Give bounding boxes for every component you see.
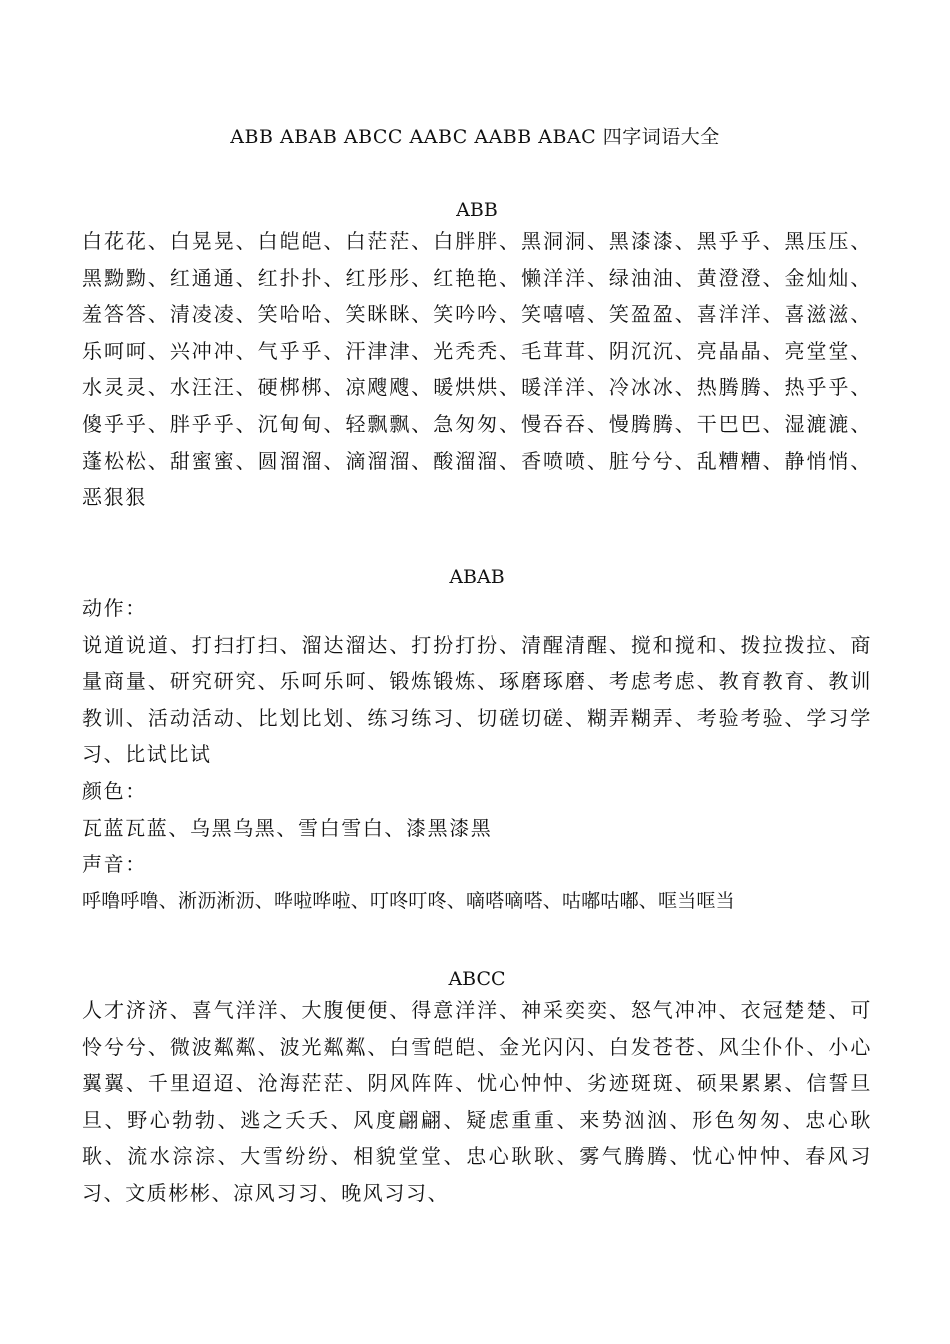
- section-abb: [82, 197, 872, 516]
- abab-sound-label: 声音：: [82, 852, 147, 877]
- abab-color-label: 颜色：: [82, 778, 147, 803]
- abab-color-words: 瓦蓝瓦蓝、乌黑乌黑、雪白雪白、漆黑漆黑: [82, 815, 493, 840]
- abab-action-label: 动作：: [82, 596, 147, 620]
- section-heading-abab: ABAB: [449, 566, 505, 588]
- document-title: ABB ABAB ABCC AABC AABB ABAC 四字词语大全: [230, 126, 720, 148]
- section-heading-abb: ABB: [456, 199, 498, 221]
- abcc-word-list: 人才济济、喜气洋洋、大腹便便、得意洋洋、神采奕奕、怒气冲冲、衣冠楚楚、可怜兮兮、微波粼粼、波光粼粼、白雪皑皑、金光闪闪、白发苍苍、风尘仆仆、小心翼翼、千里迢迢、沧海茫茫、阴风阵阵、忧心忡忡、劣迹斑斑、硕果累累、信誓旦旦、野心勃勃、逃之夭夭、风度翩翩、疑虑重重、来势汹汹、形色匆匆、忠心耿耿、流水淙淙、大雪纷纷、相貌堂堂、忠心耿耿、雾气腾腾、忧心忡忡、春风习习、文质彬彬、凉风习习、晚风习习、: [82, 998, 872, 1205]
- section-heading-abcc: ABCC: [448, 968, 506, 990]
- abb-word-list: 白花花、白晃晃、白皑皑、白茫茫、白胖胖、黑洞洞、黑漆漆、黑乎乎、黑压压、黑黝黝、红通通、红扑扑、红彤彤、红艳艳、懒洋洋、绿油油、黄澄澄、金灿灿、羞答答、清凌凌、笑哈哈、笑眯眯、笑吟吟、笑嘻嘻、笑盈盈、喜洋洋、喜滋滋、乐呵呵、兴冲冲、气乎乎、汗津津、光秃秃、毛茸茸、阴沉沉、亮晶晶、亮堂堂、水灵灵、水汪汪、硬梆梆、凉飕飕、暖烘烘、暖洋洋、冷冰冰、热腾腾、热乎乎、傻乎乎、胖乎乎、沉甸甸、轻飘飘、急匆匆、慢吞吞、慢腾腾、干巴巴、湿漉漉、蓬松松、甜蜜蜜、圆溜溜、滴溜溜、酸溜溜、香喷喷、脏兮兮、乱糟糟、静悄悄、恶狠狠: [82, 229, 872, 510]
- abab-sound-words: 呼噜呼噜、淅沥淅沥、哗啦哗啦、叮咚叮咚、嘀嗒嘀嗒、咕嘟咕嘟、哐当哐当: [82, 889, 735, 912]
- abab-action-words: 说道说道、打扫打扫、溜达溜达、打扮打扮、清醒清醒、搅和搅和、拨拉拨拉、商量商量、研究研究、乐呵乐呵、锻炼锻炼、琢磨琢磨、考虑考虑、教育教育、教训教训、活动活动、比划比划、练习练习、切磋切磋、糊弄糊弄、考验考验、学习学习、比试比试: [82, 632, 872, 767]
- section-abcc: [82, 966, 872, 1212]
- section-abab: [82, 564, 872, 919]
